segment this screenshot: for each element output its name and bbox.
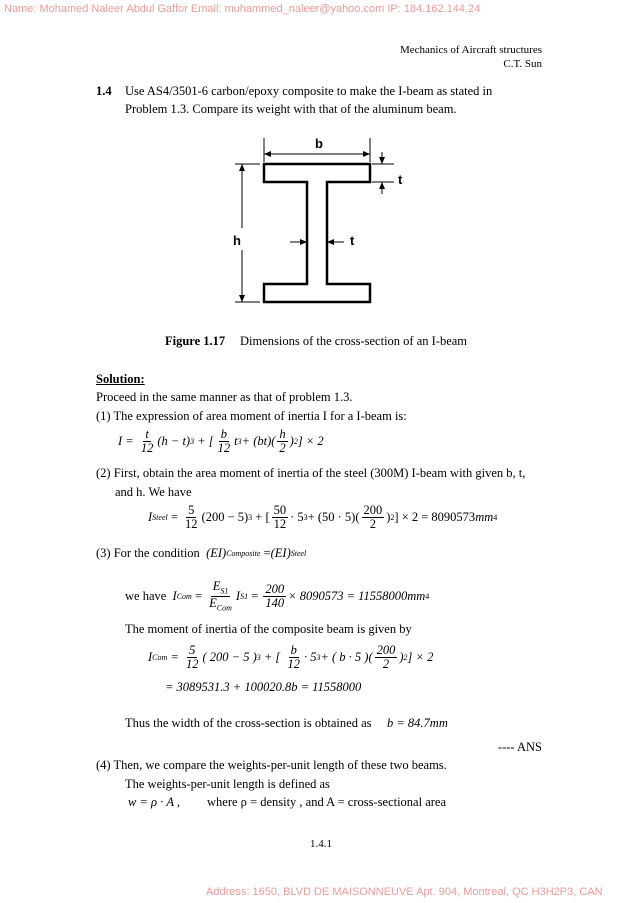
- label-t-flange: t: [398, 172, 403, 187]
- where-text: where ρ = density , and A = cross-sectional area: [207, 795, 447, 809]
- page-number: 1.4.1: [310, 838, 332, 850]
- problem-number: 1.4: [96, 84, 112, 98]
- step2-line1: (2) First, obtain the area moment of inertia of the steel (300M) I-beam with given b, t,: [96, 466, 526, 480]
- weight-formula: w = ρ · A ,: [128, 795, 181, 809]
- step4-text: (4) Then, we compare the weights-per-unit length of these two beams.: [96, 758, 447, 772]
- composite-moment-text: The moment of inertia of the composite beam is given by: [125, 622, 412, 636]
- equation-moment-of-inertia: I = $\frac{t}{12}$ (h − t) 3 + [ $\frac{b}{12}$ t 3 + (bt)( $\frac{h}{2}$ ) 2 ] × 2: [118, 427, 324, 456]
- watermark-bottom: Address: 1650, BLVD DE MAISONNEUVE Apt. 904, Montreal, QC H3H2P3, CAN: [206, 886, 603, 898]
- equation-composite-moment: we have I Com = $\frac{E_{S1}}{E_{Com}}$ I S1 = $\frac{200}{140}$ × 8090573 = 11558000mm 4: [125, 579, 430, 613]
- header-author: C.T. Sun: [503, 58, 542, 70]
- step2-line2: and h. We have: [115, 485, 192, 499]
- i-beam-figure: [232, 132, 396, 322]
- problem-line1: Use AS4/3501-6 carbon/epoxy composite to make the I-beam as stated in: [125, 84, 493, 98]
- figure-caption-number: Figure 1.17: [165, 334, 226, 348]
- step3-condition: (3) For the condition (EI) Composite = (EI) Steel: [96, 546, 307, 560]
- solution-heading: Solution:: [96, 372, 145, 386]
- header-title: Mechanics of Aircraft structures: [399, 44, 542, 56]
- equation-steel-moment: I Steel = $\frac{5}{12}$ (200 − 5) 3 + [ $\frac{50}{12}$ · 5 3 + (50 · 5)( $\frac{200}{2}$ ) 2 ] × 2 = 8090573 mm 4: [148, 503, 498, 532]
- label-t-web: t: [350, 233, 355, 248]
- label-b: b: [315, 136, 323, 151]
- width-text: Thus the width of the cross-section is obtained as: [125, 716, 372, 730]
- equation-composite-beam: I Com = $\frac{5}{12}$ ( 200 − 5 ) 3 + [ $\frac{b}{12}$ · 5 3 + ( b · 5 )( $\frac{200}{2}$ ) 2 ] × 2: [148, 643, 434, 672]
- equation-composite-line2: = 3089531.3 + 100020.8b = 11558000: [165, 680, 362, 694]
- watermark-top: Name: Mohamed Naleer Abdul Gaffor Email: muhammed_naleer@yahoo.com IP: 184.162.144.24: [4, 3, 481, 15]
- solution-intro: Proceed in the same manner as that of problem 1.3.: [96, 390, 353, 404]
- figure-caption-text: Dimensions of the cross-section of an I-beam: [240, 334, 468, 348]
- problem-line2: Problem 1.3. Compare its weight with that of the aluminum beam.: [125, 102, 457, 116]
- weight-definition: The weights-per-unit length is defined as: [125, 777, 330, 791]
- step1-text: (1) The expression of area moment of inertia I for a I-beam is:: [96, 409, 407, 423]
- label-h: h: [233, 233, 241, 248]
- answer-marker: ---- ANS: [497, 740, 542, 754]
- width-result: b = 84.7mm: [387, 716, 448, 730]
